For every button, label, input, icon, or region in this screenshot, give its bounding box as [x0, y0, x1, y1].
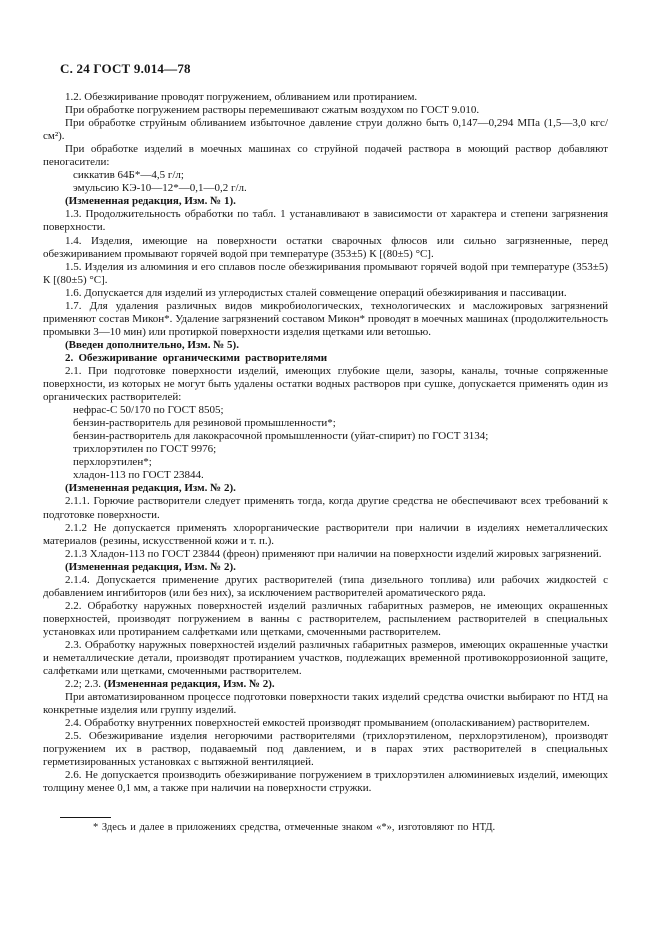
paragraph [43, 691, 608, 717]
paragraph-run: нефрас-С 50/170 по ГОСТ 8505; [73, 404, 224, 417]
paragraph-run: При обработке погружением растворы перемешивают сжатым воздухом по ГОСТ 9.010. [65, 104, 480, 117]
paragraph-run: перхлорэтилен*; [73, 456, 152, 469]
paragraph [43, 417, 608, 430]
paragraph [43, 639, 608, 678]
paragraph [43, 600, 608, 639]
paragraph [43, 548, 608, 561]
paragraph-run: 2. Обезжиривание органическими растворителями [65, 351, 328, 364]
paragraph [43, 208, 608, 234]
paragraph-run: трихлорэтилен по ГОСТ 9976; [73, 443, 217, 456]
document-body [43, 91, 608, 796]
paragraph-run: 1.6. Допускается для изделий из углеродистых сталей совмещение операций обезжиривания и пассивации. [65, 286, 567, 299]
footnote-text: * Здесь и далее в приложениях средства, отмеченные знаком «*», изготовляют по НТД. [93, 822, 496, 833]
paragraph-run: 2.1.1. Горючие растворители следует применять тогда, когда другие средства не обеспечивают всех требований к подготовке поверхности. [43, 495, 608, 521]
paragraph-run: 2.1. При подготовке поверхности изделий, имеющих глубокие щели, зазоры, каналы, точные сопряженные поверхности, из которых не могут быть удалены остатки водных растворов при сушке, допускается применять один из органических растворителей: [43, 364, 608, 404]
paragraph-run: При обработке изделий в моечных машинах со струйной подачей раствора в моющий раствор добавляют пеногасители: [43, 143, 608, 169]
paragraph [43, 430, 608, 443]
paragraph [43, 182, 608, 195]
paragraph-run: 1.4. Изделия, имеющие на поверхности остатки сварочных флюсов или сильно загрязненные, перед обезжириванием промывают горячей водой при температуре (353±5) К [(80±5) °С]. [43, 234, 608, 260]
page-header: С. 24 ГОСТ 9.014—78 [60, 61, 191, 76]
paragraph [43, 169, 608, 182]
paragraph-run: 1.7. Для удаления различных видов микробиологических, технологических и масложировых загрязнений применяют состав Микон*. Удаление загрязнений составом Микон* проводят в моечных машинах (продолжительность промывки 3—10 мин) или протиркой поверхности изделия щетками или ветошью. [43, 299, 608, 338]
paragraph [43, 730, 608, 769]
paragraph-run: бензин-растворитель для лакокрасочной промышленности (уйат-спирит) по ГОСТ 3134; [73, 430, 489, 443]
paragraph [43, 717, 608, 730]
paragraph [43, 522, 608, 548]
paragraph-run: 2.4. Обработку внутренних поверхностей емкостей производят промыванием (ополаскиванием) растворителем. [65, 717, 590, 730]
paragraph-run: 1.2. Обезжиривание проводят погружением, обливанием или протиранием. [65, 91, 418, 103]
paragraph-run: 2.2; 2.3. [65, 678, 104, 691]
paragraph [43, 443, 608, 456]
paragraph [43, 678, 608, 691]
footnote [43, 817, 608, 834]
paragraph [43, 104, 608, 117]
paragraph [43, 339, 608, 352]
paragraph [43, 91, 608, 104]
paragraph [43, 769, 608, 795]
paragraph [43, 117, 608, 143]
paragraph-run: При обработке струйным обливанием избыточное давление струи должно быть 0,147—0,294 МПа (1,5—3,0 кгс/см²). [43, 117, 608, 143]
paragraph-run: (Измененная редакция, Изм. № 2). [65, 482, 236, 495]
paragraph-run: 2.2. Обработку наружных поверхностей изделий различных габаритных размеров, не имеющих окрашенных поверхностей, производят погружением в ванны с растворителем, распылением растворителей в специальных установках или протиранием салфетками или щетками, смоченными растворителем. [43, 599, 608, 638]
paragraph-run: 2.1.2 Не допускается применять хлорорганические растворители при наличии в изделиях неметаллических материалов (резины, искусственной кожи и т. п.). [43, 521, 608, 547]
paragraph [43, 574, 608, 600]
paragraph-run: бензин-растворитель для резиновой промышленности*; [73, 417, 336, 430]
paragraph-run: эмульсию КЭ-10—12*—0,1—0,2 г/л. [73, 182, 247, 195]
paragraph-run: 1.3. Продолжительность обработки по табл. 1 устанавливают в зависимости от характера и степени загрязнения поверхности. [43, 208, 608, 234]
paragraph-run: (Измененная редакция, Изм. № 1). [65, 195, 236, 208]
paragraph [43, 365, 608, 404]
paragraph [43, 352, 608, 365]
paragraph-run: (Измененная редакция, Изм. № 2). [103, 678, 275, 691]
paragraph-run: (Введен дополнительно, Изм. № 5). [65, 338, 239, 351]
paragraph-run: 2.1.3 Хладон-113 по ГОСТ 23844 (фреон) применяют при наличии на поверхности изделий жировых загрязнений. [65, 547, 602, 560]
paragraph [43, 404, 608, 417]
paragraph-run: 2.5. Обезжиривание изделия негорючими растворителями (трихлорэтиленом, перхлорэтиленом), производят погружением их в раствор, подаваемый под давлением, и в парах этих растворителей в специальных герметизированных установках с вытяжной вентиляцией. [43, 730, 608, 769]
paragraph [43, 495, 608, 521]
paragraph-run: (Измененная редакция, Изм. № 2). [65, 560, 236, 573]
paragraph [43, 482, 608, 495]
paragraph-run: 2.3. Обработку наружных поверхностей изделий различных габаритных размеров, имеющих окрашенные участки и неметаллические детали, производят протиранием участков, подлежащих временной противокоррозионной защите, салфетками или щетками, смоченными растворителем. [43, 638, 608, 678]
paragraph [43, 195, 608, 208]
paragraph [43, 143, 608, 169]
paragraph [43, 456, 608, 469]
paragraph [43, 261, 608, 287]
paragraph [43, 287, 608, 300]
paragraph-run: 2.1.4. Допускается применение других растворителей (типа дизельного топлива) или рабочих жидкостей с добавлением ингибиторов (или без них), за исключением растворителей ароматического ряда. [43, 573, 608, 599]
paragraph-run: При автоматизированном процессе подготовки поверхности таких изделий средства очистки выбирают по НТД на конкретные изделия или группу изделий. [43, 691, 608, 717]
paragraph [43, 469, 608, 482]
paragraph [43, 561, 608, 574]
paragraph-run: сиккатив 64Б*—4,5 г/л; [73, 169, 184, 182]
paragraph-run: 1.5. Изделия из алюминия и его сплавов после обезжиривания промывают горячей водой при температуре (353±5) К [(80±5) °С]. [43, 260, 608, 286]
paragraph-run: 2.6. Не допускается производить обезжиривание погружением в трихлорэтилен алюминиевых изделий, имеющих толщину менее 0,1 мм, а также при наличии на поверхности стружки. [43, 769, 608, 795]
paragraph [43, 300, 608, 339]
paragraph [43, 235, 608, 261]
paragraph-run: хладон-113 по ГОСТ 23844. [73, 469, 204, 482]
